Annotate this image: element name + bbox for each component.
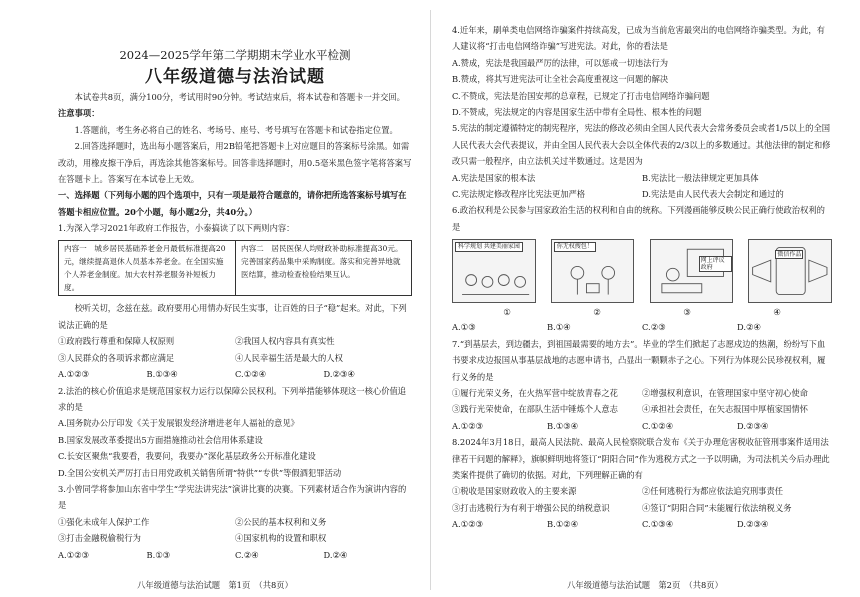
question-2-stem: 2.法治的核心价值追求是规范国家权力运行以保障公民权利。下列举措能够体现这一核心价值追求的是 — [58, 385, 407, 412]
choice-b: B.①②④ — [547, 519, 579, 530]
cartoon-1 — [452, 239, 536, 303]
cartoon-numbers — [452, 307, 832, 319]
statement: ④国家机构的设置和职权 — [235, 533, 327, 544]
question-6-cartoons — [452, 239, 832, 305]
statement: ①税收是国家财政收入的主要来源 — [452, 486, 577, 497]
choice-b: B.①③④ — [146, 369, 178, 380]
choice-c: C.①②④ — [235, 369, 267, 380]
cartoon-number: ① — [503, 308, 511, 319]
choice-d: D.②③④ — [737, 420, 769, 431]
statement: ①强化未成年人保护工作 — [58, 516, 150, 527]
statement: ④人民幸福生活是最大的人权 — [235, 352, 343, 363]
choice-c: C.①③④ — [642, 519, 674, 530]
choice-a: A.①③ — [452, 322, 476, 333]
question-3-statements — [58, 514, 412, 547]
question-8-statements — [452, 483, 832, 516]
question-8-choices — [452, 516, 832, 532]
question-1-content-2: 内容二 居民医保人均财政补助标准提高30元。完善国家药品集中采购制度。落实和完善异地就医结算，推动检查检验结果互认。 — [235, 241, 411, 296]
question-2-choice-b: B.国家发展改革委提出5方面措施推动社会信用体系建设 — [58, 434, 263, 445]
question-7-statements — [452, 385, 832, 418]
notice-title: 注意事项： — [58, 108, 100, 119]
statement: ③打击金融税偷税行为 — [58, 533, 141, 544]
choice-b: B.①③④ — [547, 420, 579, 431]
cartoon-number: ③ — [683, 308, 691, 319]
question-1-content-1: 内容一 城乡居民基础养老金月最低标准提高20元，继续提高退休人员基本养老金。在全国实施个人养老金制度。加大农村养老服务补短板力度。 — [64, 243, 226, 293]
subject-title: 八年级道德与法治试题 — [145, 67, 325, 87]
question-1-stem: 1.为深入学习2021年政府工作报告，小泰搞读了以下两则内容： — [58, 223, 295, 234]
question-3-stem: 3.小曾同学将参加山东省中学生“学宪法讲宪法”演讲比赛的决赛。下列素材适合作为演讲内容的是 — [58, 483, 407, 511]
statement: ①政府践行尊重和保障人权原则 — [58, 336, 175, 347]
page-footer-2: 八年级道德与法治试题 第2页 （共8页） — [567, 580, 723, 590]
choice-b: B.①④ — [547, 322, 571, 333]
statement: ②增强权利意识，在管理国家中坚守初心使命 — [642, 387, 808, 398]
cartoon-4-label: 微信作品 — [777, 251, 802, 259]
question-2-choice-d: D.全国公安机关严厉打击日用党政机关销售所谓“特供”“专供”等假酒犯罪活动 — [58, 467, 342, 478]
question-1-table — [58, 240, 412, 297]
question-1-choices — [58, 366, 412, 382]
choice-c: C.①②④ — [642, 420, 674, 431]
cartoon-1-banner: 科学规划 共建美丽家园 — [455, 242, 523, 252]
statement: ②公民的基本权利和义务 — [235, 516, 327, 527]
statement: ②我国人权内容具有真实性 — [235, 336, 335, 347]
statement: ③践行光荣使命，在部队生活中锤炼个人意志 — [452, 404, 618, 415]
cartoon-3-label: 网上评议政府 — [699, 256, 733, 272]
question-2-choice-a: A.国务院办公厅印发《关于发展银发经济增进老年人福祉的意见》 — [58, 418, 299, 429]
choice-c: C.宪法规定修改程序比宪法更加严格 — [452, 189, 586, 200]
statement: ④承担社会责任，在矢志报国中厚植家国情怀 — [642, 404, 808, 415]
cartoon-2 — [551, 239, 635, 303]
statement: ①履行光荣义务，在火热军营中绽放青春之花 — [452, 387, 618, 398]
page-footer-1: 八年级道德与法治试题 第1页 （共8页） — [137, 580, 293, 590]
notice-2: 2.回答选择题时，选出每小题答案后，用2B铅笔把答题卡上对应题目的答案标号涂黑。如需改动，用橡皮擦干净后，再选涂其他答案标号。回答非选择题时，用0.5毫米黑色签字笔将答案写在答题卡上。答案写在本试卷上无效。 — [58, 141, 412, 185]
choice-c: C.②③ — [642, 322, 666, 333]
statement: ③人民群众的各项诉求都应满足 — [58, 352, 175, 363]
choice-a: A.①②③ — [58, 369, 89, 380]
question-4-stem: 4.近年来，刷单类电信网络诈骗案件持续高发，已成为当前危害最突出的电信网络诈骗类型。为此，有人建议将“打击电信网络诈骗”写进宪法。对此，你的看法是 — [452, 25, 825, 52]
question-7-stem: 7.“到基层去，到边疆去，到祖国最需要的地方去”。毕业的学生们掀起了志愿戍边的热潮，纷纷写下血书要求戍边报国从事基层战地的志愿申请书，凸显出一颗颗赤子之心。下列行为体现公民珍视权利，履行义务的是 — [452, 338, 826, 382]
choice-b: B.①③ — [146, 549, 171, 560]
choice-d: D.②④ — [737, 322, 761, 333]
question-1-prompt: 校听关切，念兹在兹。政府要用心用情办好民生实事，让百姓的日子“稳”起来。对此，下列说法正确的是 — [58, 303, 407, 330]
question-4-choice-a: A.赞成，宪法是我国最严厉的法律，可以惩戒一切违法行为 — [452, 57, 669, 68]
choice-c: C.②④ — [235, 549, 259, 560]
statement: ②任何逃税行为都应依法追究刑事责任 — [642, 486, 784, 497]
cartoon-number: ④ — [773, 308, 781, 319]
exam-title: 2024—2025学年第二学期期末学业水平检测 — [119, 48, 351, 62]
cartoon-3 — [650, 239, 734, 303]
question-7-choices — [452, 418, 832, 434]
choice-a: A.①②③ — [58, 549, 89, 560]
question-2-choice-c: C.长安区聚焦“我要看，我要问，我要办”深化基层政务公开标准化建设 — [58, 451, 316, 462]
statement: ④签订“阴阳合同”未能履行依法纳税义务 — [642, 502, 792, 513]
question-6-choices — [452, 319, 832, 335]
statement: ③打击逃税行为有利于增强公民的纳税意识 — [452, 502, 610, 513]
question-5-choices — [452, 170, 832, 203]
choice-d: D.宪法是由人民代表大会制定和通过的 — [642, 189, 784, 200]
choice-b: B.宪法比一般法律规定更加具体 — [642, 172, 759, 183]
question-4-choice-c: C.不赞成，宪法是治国安邦的总章程，已规定了打击电信网络诈骗问题 — [452, 90, 710, 101]
choice-a: A.宪法是国家的根本法 — [452, 172, 536, 183]
choice-d: D.②③④ — [323, 369, 355, 380]
right-page — [430, 0, 860, 597]
question-1-statements — [58, 333, 412, 366]
notice-1: 1.答题前，考生务必将自己的姓名、考场号、座号、考号填写在答题卡和试卷指定位置。 — [74, 124, 398, 135]
cartoon-4 — [748, 239, 832, 303]
question-4-choice-b: B.赞成，将其写进宪法可让全社会高度重视这一问题的解决 — [452, 74, 669, 85]
question-4-choice-d: D.不赞成，宪法规定的内容是国家生活中带有全局性、根本性的问题 — [452, 107, 702, 118]
section-1-heading: 一、选择题（下列每小题的四个选项中，只有一项是最符合题意的，请你把所选答案标号填写在答题卡相应位置。20个小题，每小题2分，共40分。） — [58, 190, 407, 217]
question-3-choices — [58, 547, 412, 563]
question-5-stem: 5.宪法的制定遵循特定的制宪程序，宪法的修改必须由全国人民代表大会常务委员会或者1/5以上的全国人民代表大会代表提议，并由全国人民代表大会以全体代表的2/3以上的多数通过。其他法律的制定和修改只需一般程序，由立法机关过半数通过。这是因为 — [452, 123, 831, 167]
cartoon-2-speech: 你无权搜包！ — [554, 242, 596, 252]
question-6-stem: 6.政治权利是公民参与国家政治生活的权利和自由的统称。下列漫画能够反映公民正确行使政治权利的是 — [452, 205, 825, 232]
choice-a: A.①②③ — [452, 420, 483, 431]
choice-d: D.②③④ — [737, 519, 769, 530]
choice-d: D.②④ — [323, 549, 348, 560]
question-8-stem: 8.2024年3月18日，最高人民法院、最高人民检察院联合发布《关于办理危害税收征管刑事案件适用法律若干问题的解释》，旗帜鲜明地将签订“阴阳合同”作为逃税方式之一予以明确，为司法机关今后办理此类案件提供了确切的依据。对此，下列理解正确的有 — [452, 437, 830, 480]
cartoon-number: ② — [593, 308, 601, 319]
exam-intro: 本试卷共8页，满分100分，考试用时90分钟。考试结束后，将本试卷和答题卡一并交回。 — [74, 92, 405, 102]
choice-a: A.①②③ — [452, 519, 483, 530]
